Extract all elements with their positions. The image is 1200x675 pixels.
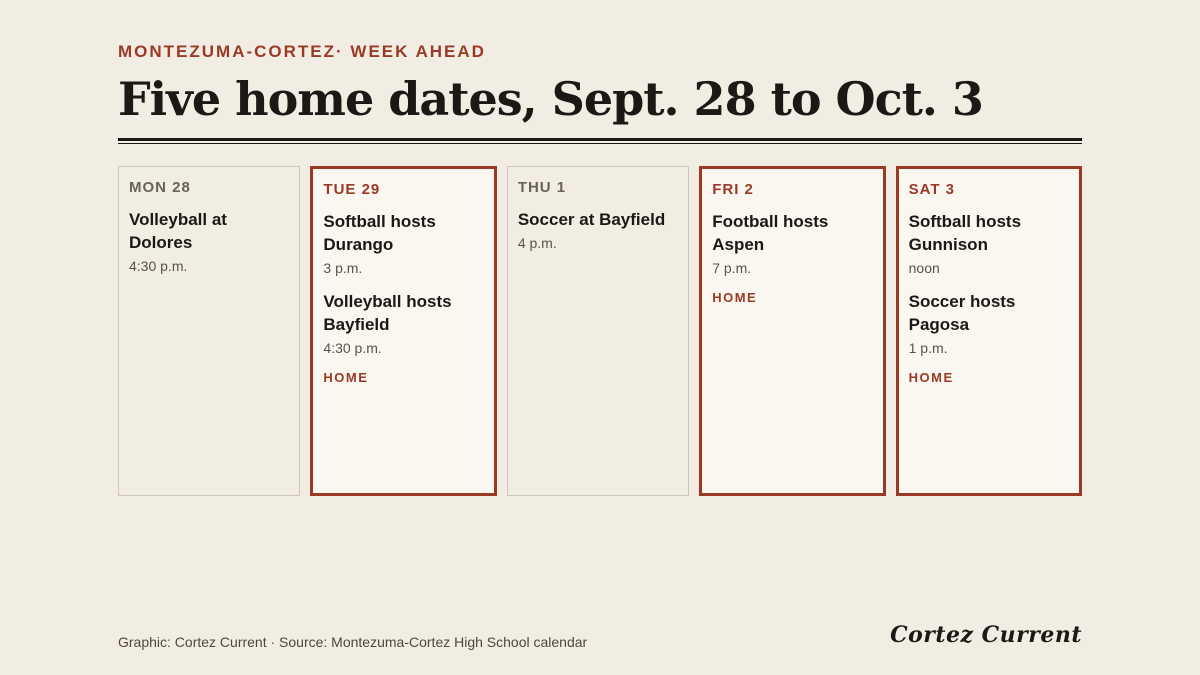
event-time: 3 p.m.	[323, 260, 363, 276]
event-title: Softball hosts Durango	[323, 212, 436, 254]
event	[909, 210, 1069, 276]
day-card-sat	[896, 166, 1082, 496]
day-label: FRI 2	[712, 181, 754, 198]
day-card-fri	[699, 166, 885, 496]
headline-rule-thin	[118, 143, 1082, 144]
day-card-tue	[310, 166, 496, 496]
home-tag: HOME	[323, 370, 369, 385]
event	[323, 210, 483, 276]
event-title: Volleyball at Dolores	[129, 210, 227, 252]
event-title: Volleyball hosts Bayfield	[323, 292, 452, 334]
day-label: MON 28	[129, 179, 191, 196]
publication-logo: Cortez Current	[890, 622, 1082, 648]
event	[518, 208, 678, 251]
day-label: SAT 3	[908, 181, 956, 198]
event-time: 7 p.m.	[712, 260, 752, 276]
event-time: 4 p.m.	[517, 235, 557, 251]
event-time: noon	[908, 260, 940, 276]
event	[712, 210, 872, 276]
event	[323, 290, 483, 356]
event-title: Football hosts Aspen	[712, 212, 829, 254]
day-label: THU 1	[517, 179, 567, 196]
home-tag: HOME	[908, 370, 954, 385]
event	[129, 208, 289, 274]
headline: Five home dates, Sept. 28 to Oct. 3	[118, 72, 983, 126]
event-time: 1 p.m.	[908, 340, 948, 356]
home-tag: HOME	[712, 290, 758, 305]
headline-rule-thick	[118, 138, 1082, 141]
day-card-mon	[118, 166, 300, 496]
kicker: MONTEZUMA-CORTEZ· WEEK AHEAD	[118, 42, 486, 61]
event-title: Soccer at Bayfield	[517, 210, 666, 229]
event-title: Soccer hosts Pagosa	[908, 292, 1016, 334]
week-schedule	[118, 166, 1082, 496]
day-card-thu	[507, 166, 689, 496]
event-time: 4:30 p.m.	[323, 340, 382, 356]
event	[909, 290, 1069, 356]
source-credit: Graphic: Cortez Current · Source: Montezuma-Cortez High School calendar	[118, 634, 588, 650]
event-time: 4:30 p.m.	[129, 258, 188, 274]
day-label: TUE 29	[323, 181, 381, 198]
event-title: Softball hosts Gunnison	[908, 212, 1022, 254]
